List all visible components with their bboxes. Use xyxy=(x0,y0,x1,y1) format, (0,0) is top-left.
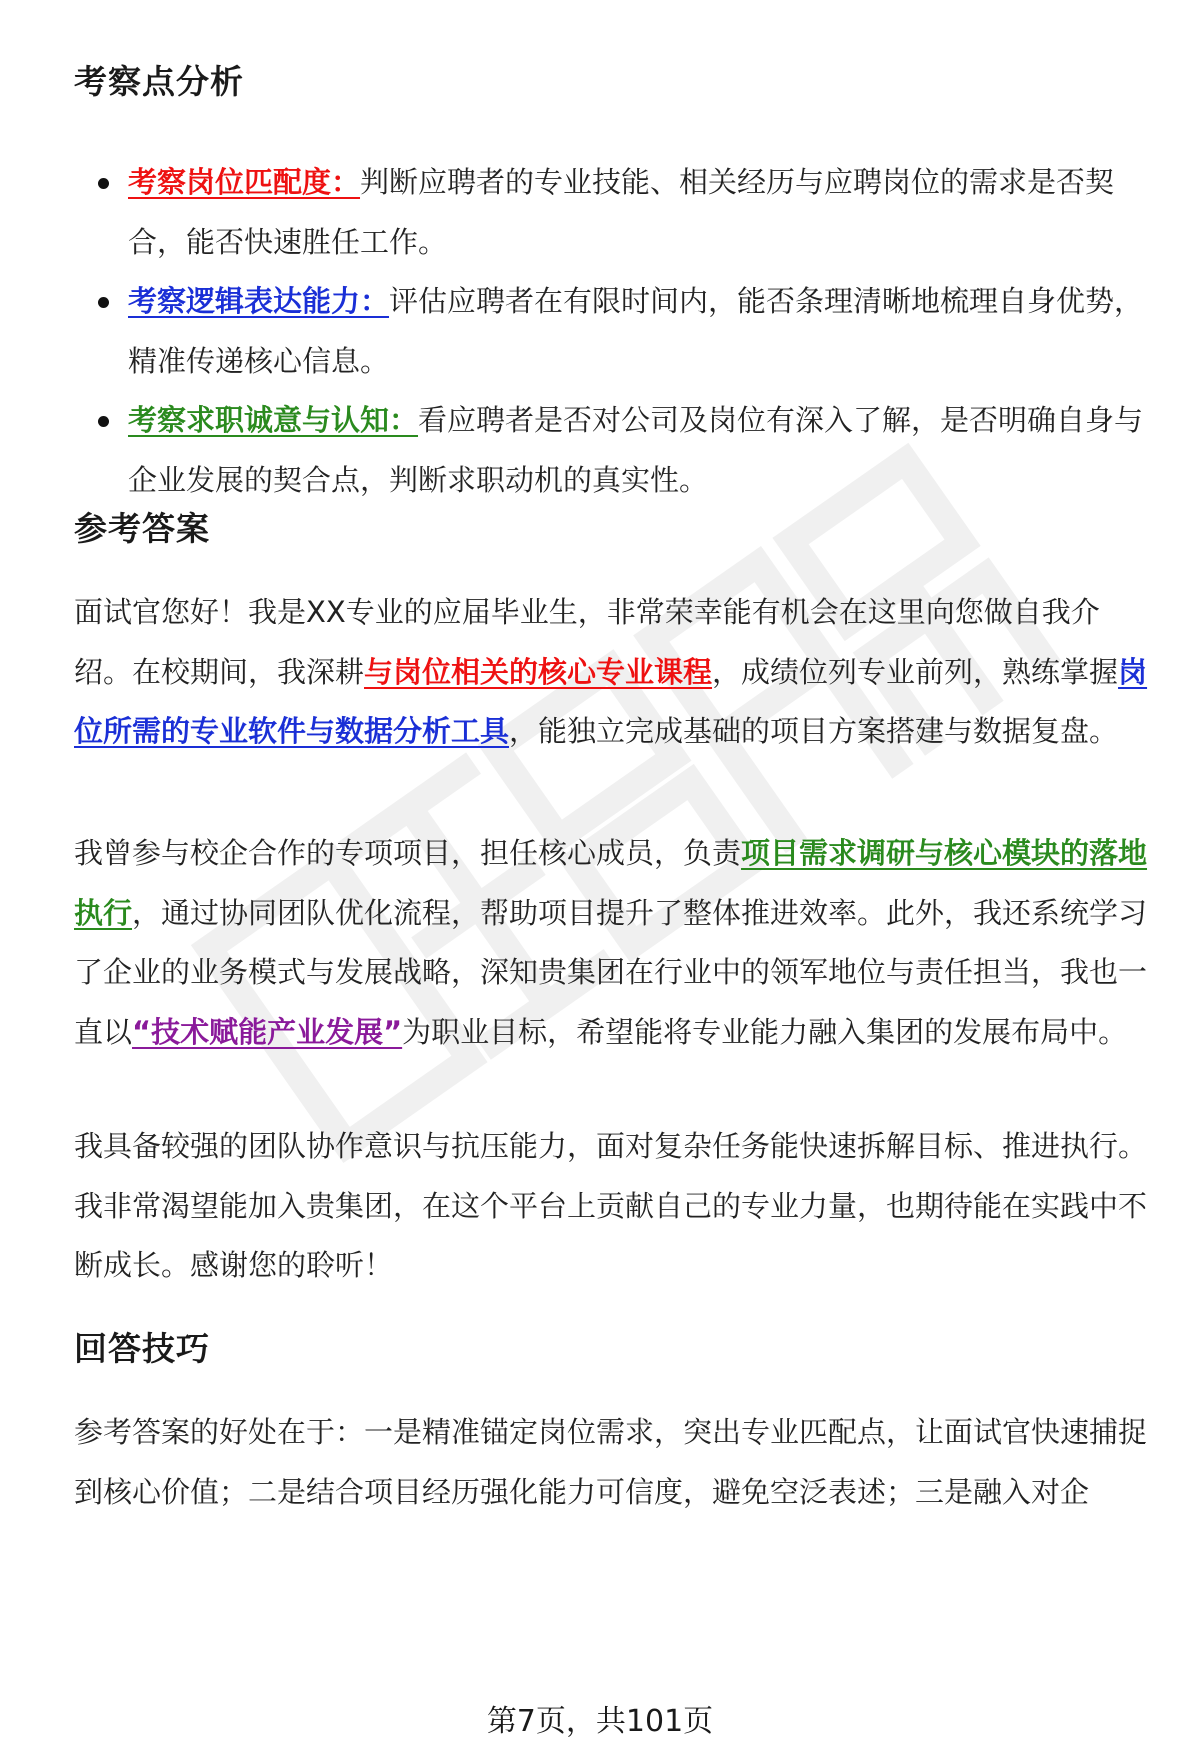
highlight-label: 考察求职诚意与认知： xyxy=(128,403,419,437)
paragraph-text: 我曾参与校企合作的专项项目，担任核心成员，负责 xyxy=(74,836,742,870)
answer-paragraph-1 xyxy=(74,583,1149,762)
highlight-label: 考察岗位匹配度： xyxy=(128,165,361,199)
highlight-phrase: 项目需求调研与核心模块的落地执行 xyxy=(74,836,1148,930)
analysis-list xyxy=(74,153,1149,510)
highlight-phrase: 与岗位相关的核心专业课程 xyxy=(364,654,713,689)
item-text: 判断应聘者的专业技能、相关经历与应聘岗位的需求是否契合，能否快速胜任工作。 xyxy=(128,165,1115,259)
list-item xyxy=(74,391,1149,510)
answer-paragraph-3: 我具备较强的团队协作意识与抗压能力，面对复杂任务能快速拆解目标、推进执行。我非常渴望能加入贵集团，在这个平台上贡献自己的专业力量，也期待能在实践中不断成长。感谢您的聆听！ xyxy=(74,1129,1148,1282)
highlight-phrase: “技术赋能产业发展” xyxy=(132,1014,403,1049)
tips-paragraph: 参考答案的好处在于：一是精准锚定岗位需求，突出专业匹配点，让面试官快速捕捉到核心价值；二是结合项目经历强化能力可信度，避免空泛表述；三是融入对企 xyxy=(74,1415,1148,1509)
document-page xyxy=(74,0,1149,1755)
bullet-dot-icon xyxy=(98,297,109,308)
item-text: 看应聘者是否对公司及岗位有深入了解，是否明确自身与企业发展的契合点，判断求职动机的真实性。 xyxy=(128,403,1144,497)
item-text: 评估应聘者在有限时间内，能否条理清晰地梳理自身优势，精准传递核心信息。 xyxy=(128,284,1144,378)
highlight-phrase: 岗位所需的专业软件与数据分析工具 xyxy=(74,654,1148,748)
list-item xyxy=(74,272,1149,391)
paragraph-text: 面试官您好！我是XX专业的应届毕业生，非常荣幸能有机会在这里向您做自我介绍。在校期间，我深耕 xyxy=(74,595,1100,689)
list-item xyxy=(74,153,1149,272)
section-title-analysis: 考察点分析 xyxy=(74,62,244,101)
highlight-label: 考察逻辑表达能力： xyxy=(128,284,390,318)
page-number-footer: 第7页，共101页 xyxy=(486,1704,714,1739)
paragraph-text: ，能独立完成基础的项目方案搭建与数据复盘。 xyxy=(509,714,1119,748)
section-title-answer: 参考答案 xyxy=(74,509,210,548)
bullet-dot-icon xyxy=(98,416,109,427)
section-title-tips: 回答技巧 xyxy=(74,1329,210,1368)
paragraph-text: ，成绩位列专业前列，熟练掌握 xyxy=(712,654,1119,689)
paragraph-text: ，通过协同团队优化流程，帮助项目提升了整体推进效率。此外，我还系统学习了企业的业务模式与发展战略，深知贵集团在行业中的领军地位与责任担当，我也一直以 xyxy=(74,895,1148,1049)
answer-paragraph-2 xyxy=(74,824,1149,1062)
bullet-dot-icon xyxy=(98,178,109,189)
paragraph-text: 为职业目标，希望能将专业能力融入集团的发展布局中。 xyxy=(402,1014,1128,1049)
